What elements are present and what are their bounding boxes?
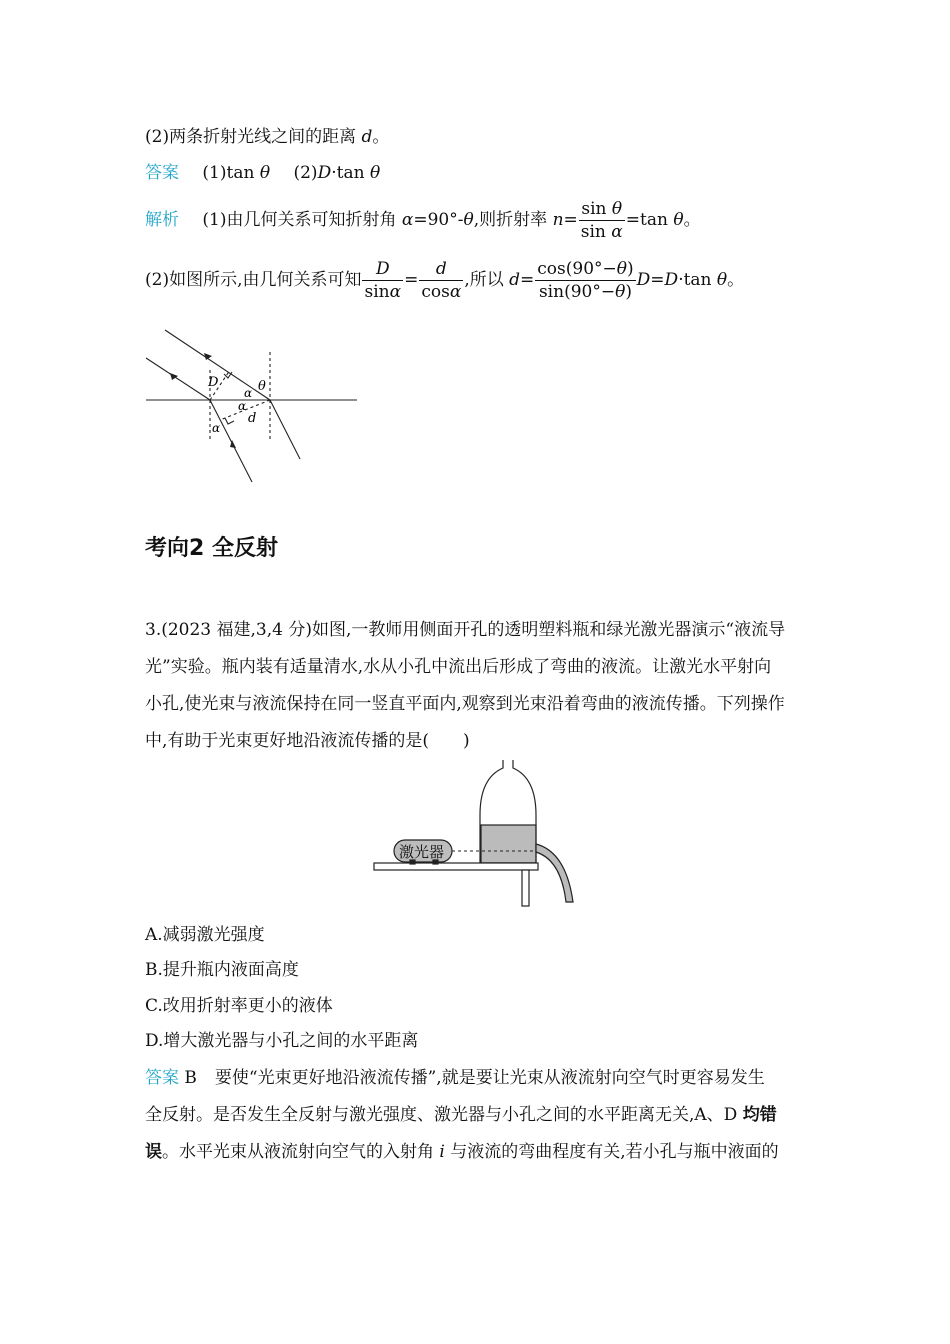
- laser-label: 激光器: [399, 843, 445, 861]
- answer-3-text-3i: i: [439, 1142, 445, 1162]
- analysis-2-line: [145, 258, 744, 303]
- frac2-den-alpha: α: [449, 282, 462, 302]
- analysis-2-end: 。: [727, 270, 745, 290]
- analysis-1-text3: ,则折射率: [473, 210, 553, 230]
- question-2-text: (2)两条折射光线之间的距离: [145, 127, 362, 147]
- question-3-line-4: 中,有助于光束更好地沿液流传播的是( ): [145, 731, 470, 751]
- analysis-1-tail: =tan: [625, 210, 674, 230]
- answer-1-theta: θ: [259, 163, 271, 183]
- fig1-label-theta: θ: [258, 379, 266, 394]
- frac1-den-sin: sin: [364, 282, 390, 302]
- frac3-num: cos(90°−: [537, 259, 617, 279]
- option-B: B.提升瓶内液面高度: [145, 960, 299, 980]
- answer-3-text-2b: 均错: [742, 1105, 777, 1125]
- question-3-line-1: 3.(2023 福建,3,4 分)如图,一教师用侧面开孔的透明塑料瓶和绿光激光器演示“液流导: [145, 620, 786, 640]
- fig1-label-alpha-1: α: [244, 386, 253, 400]
- incident-ray-lower: [146, 358, 210, 400]
- bottle-laser-figure: [368, 760, 583, 912]
- question-2-var: d: [361, 127, 373, 147]
- frac-num-sin: sin: [581, 199, 607, 219]
- answer-3-line-2: [145, 1097, 805, 1134]
- refraction-geometry-figure: [140, 322, 365, 487]
- option-C: C.改用折射率更小的液体: [145, 996, 333, 1016]
- frac-num-theta: θ: [611, 199, 623, 219]
- analysis-2-text2: ,所以: [464, 270, 510, 290]
- answer-3-text-3c: 与液流的弯曲程度有关,若小孔与瓶中液面的: [444, 1142, 779, 1162]
- answer-label: 答案: [145, 163, 179, 183]
- analysis-2-tail3: D: [664, 270, 679, 290]
- question-2-end: 。: [372, 127, 390, 147]
- analysis-1-text1: (1)由几何关系可知折射角: [202, 210, 402, 230]
- answer-1-part2-prefix: (2): [293, 163, 318, 183]
- frac-den-sin: sin: [580, 222, 606, 242]
- question-3: [145, 612, 805, 760]
- frac3-num-close: ): [627, 259, 634, 279]
- analysis-1-end: 。: [683, 210, 701, 230]
- analysis-2-theta: θ: [716, 270, 728, 290]
- frac1-num: D: [362, 258, 403, 281]
- frac2-den-cos: cos: [421, 282, 450, 302]
- analysis-2-tail4: ·tan: [678, 270, 717, 290]
- analysis-1-theta: θ: [463, 210, 474, 230]
- answer-1-theta-2: θ: [369, 163, 381, 183]
- arrow-incident-lower: [170, 373, 178, 380]
- fraction-D-over-sin-alpha: [362, 258, 403, 303]
- frac2-num: d: [419, 258, 463, 281]
- answer-3-text-1: 要使“光束更好地沿液流传播”,就是要让光束从液流射向空气时更容易发生: [214, 1068, 765, 1088]
- analysis-2-tail2: =: [650, 270, 665, 290]
- frac3-den-close: ): [625, 282, 632, 302]
- fig1-label-alpha-3: α: [212, 421, 221, 435]
- fig1-label-alpha-2: α: [238, 399, 247, 413]
- analysis-2-text1: (2)如图所示,由几何关系可知: [145, 270, 362, 290]
- analysis-label: 解析: [145, 210, 179, 230]
- analysis-1-eq: =: [563, 210, 578, 230]
- fraction-cos-over-sin: [535, 258, 635, 303]
- analysis-2-d: d: [509, 270, 521, 290]
- frac1-den-alpha: α: [389, 282, 402, 302]
- analysis-1-text2: =90°-: [413, 210, 464, 230]
- analysis-2-eq: =: [404, 270, 419, 290]
- answer-3-line-1: [145, 1060, 805, 1097]
- liquid-stream: [536, 844, 573, 902]
- frac3-den-theta: θ: [615, 282, 626, 302]
- question-2-line: [145, 126, 389, 148]
- sin-ratio-fraction: [579, 198, 625, 243]
- frac3-den: sin(90°−: [538, 282, 616, 302]
- answer-3-label: 答案: [145, 1068, 179, 1088]
- option-A: A.减弱激光强度: [145, 925, 265, 945]
- question-3-line-2: 光”实验。瓶内装有适量清水,水从小孔中流出后形成了弯曲的液流。让激光水平射向: [145, 657, 772, 677]
- option-D: D.增大激光器与小孔之间的水平距离: [145, 1031, 419, 1051]
- table-top: [374, 863, 538, 870]
- answer-3-text-3b: 。水平光束从液流射向空气的入射角: [162, 1142, 440, 1162]
- answer-1-part1: (1)tan: [202, 163, 255, 183]
- right-angle-mark-2: [225, 418, 234, 424]
- analysis-1-alpha: α: [401, 210, 414, 230]
- water-in-bottle: [481, 825, 536, 863]
- fraction-d-over-cos-alpha: [419, 258, 463, 303]
- analysis-2-eq2: =: [520, 270, 535, 290]
- answer-3-choice: B: [184, 1068, 197, 1088]
- answer-1-line: [145, 162, 380, 184]
- analysis-2-tail1: D: [636, 270, 651, 290]
- question-3-line-3: 小孔,使光束与液流保持在同一竖直平面内,观察到光束沿着弯曲的液流传播。下列操作: [145, 694, 785, 714]
- table-leg: [522, 870, 529, 906]
- answer-3-text-2a: 全反射。是否发生全反射与激光强度、激光器与小孔之间的水平距离无关,A、D: [145, 1105, 743, 1125]
- answer-3: [145, 1060, 805, 1171]
- answer-1-part2-rest: ·tan: [331, 163, 365, 183]
- frac3-num-theta: θ: [616, 259, 628, 279]
- answer-3-text-3a: 误: [145, 1142, 162, 1162]
- analysis-1-line: [145, 198, 701, 243]
- section-heading: 考向2 全反射: [145, 536, 278, 561]
- answer-3-line-3: [145, 1134, 805, 1171]
- analysis-1-theta-tail: θ: [673, 210, 684, 230]
- analysis-1-n: n: [552, 210, 564, 230]
- refracted-ray-right: [270, 400, 300, 459]
- frac-den-alpha: α: [611, 222, 623, 242]
- answer-1-part2-D: D: [317, 163, 332, 183]
- fig1-label-d: d: [248, 411, 257, 426]
- fig1-label-D: D: [208, 375, 219, 390]
